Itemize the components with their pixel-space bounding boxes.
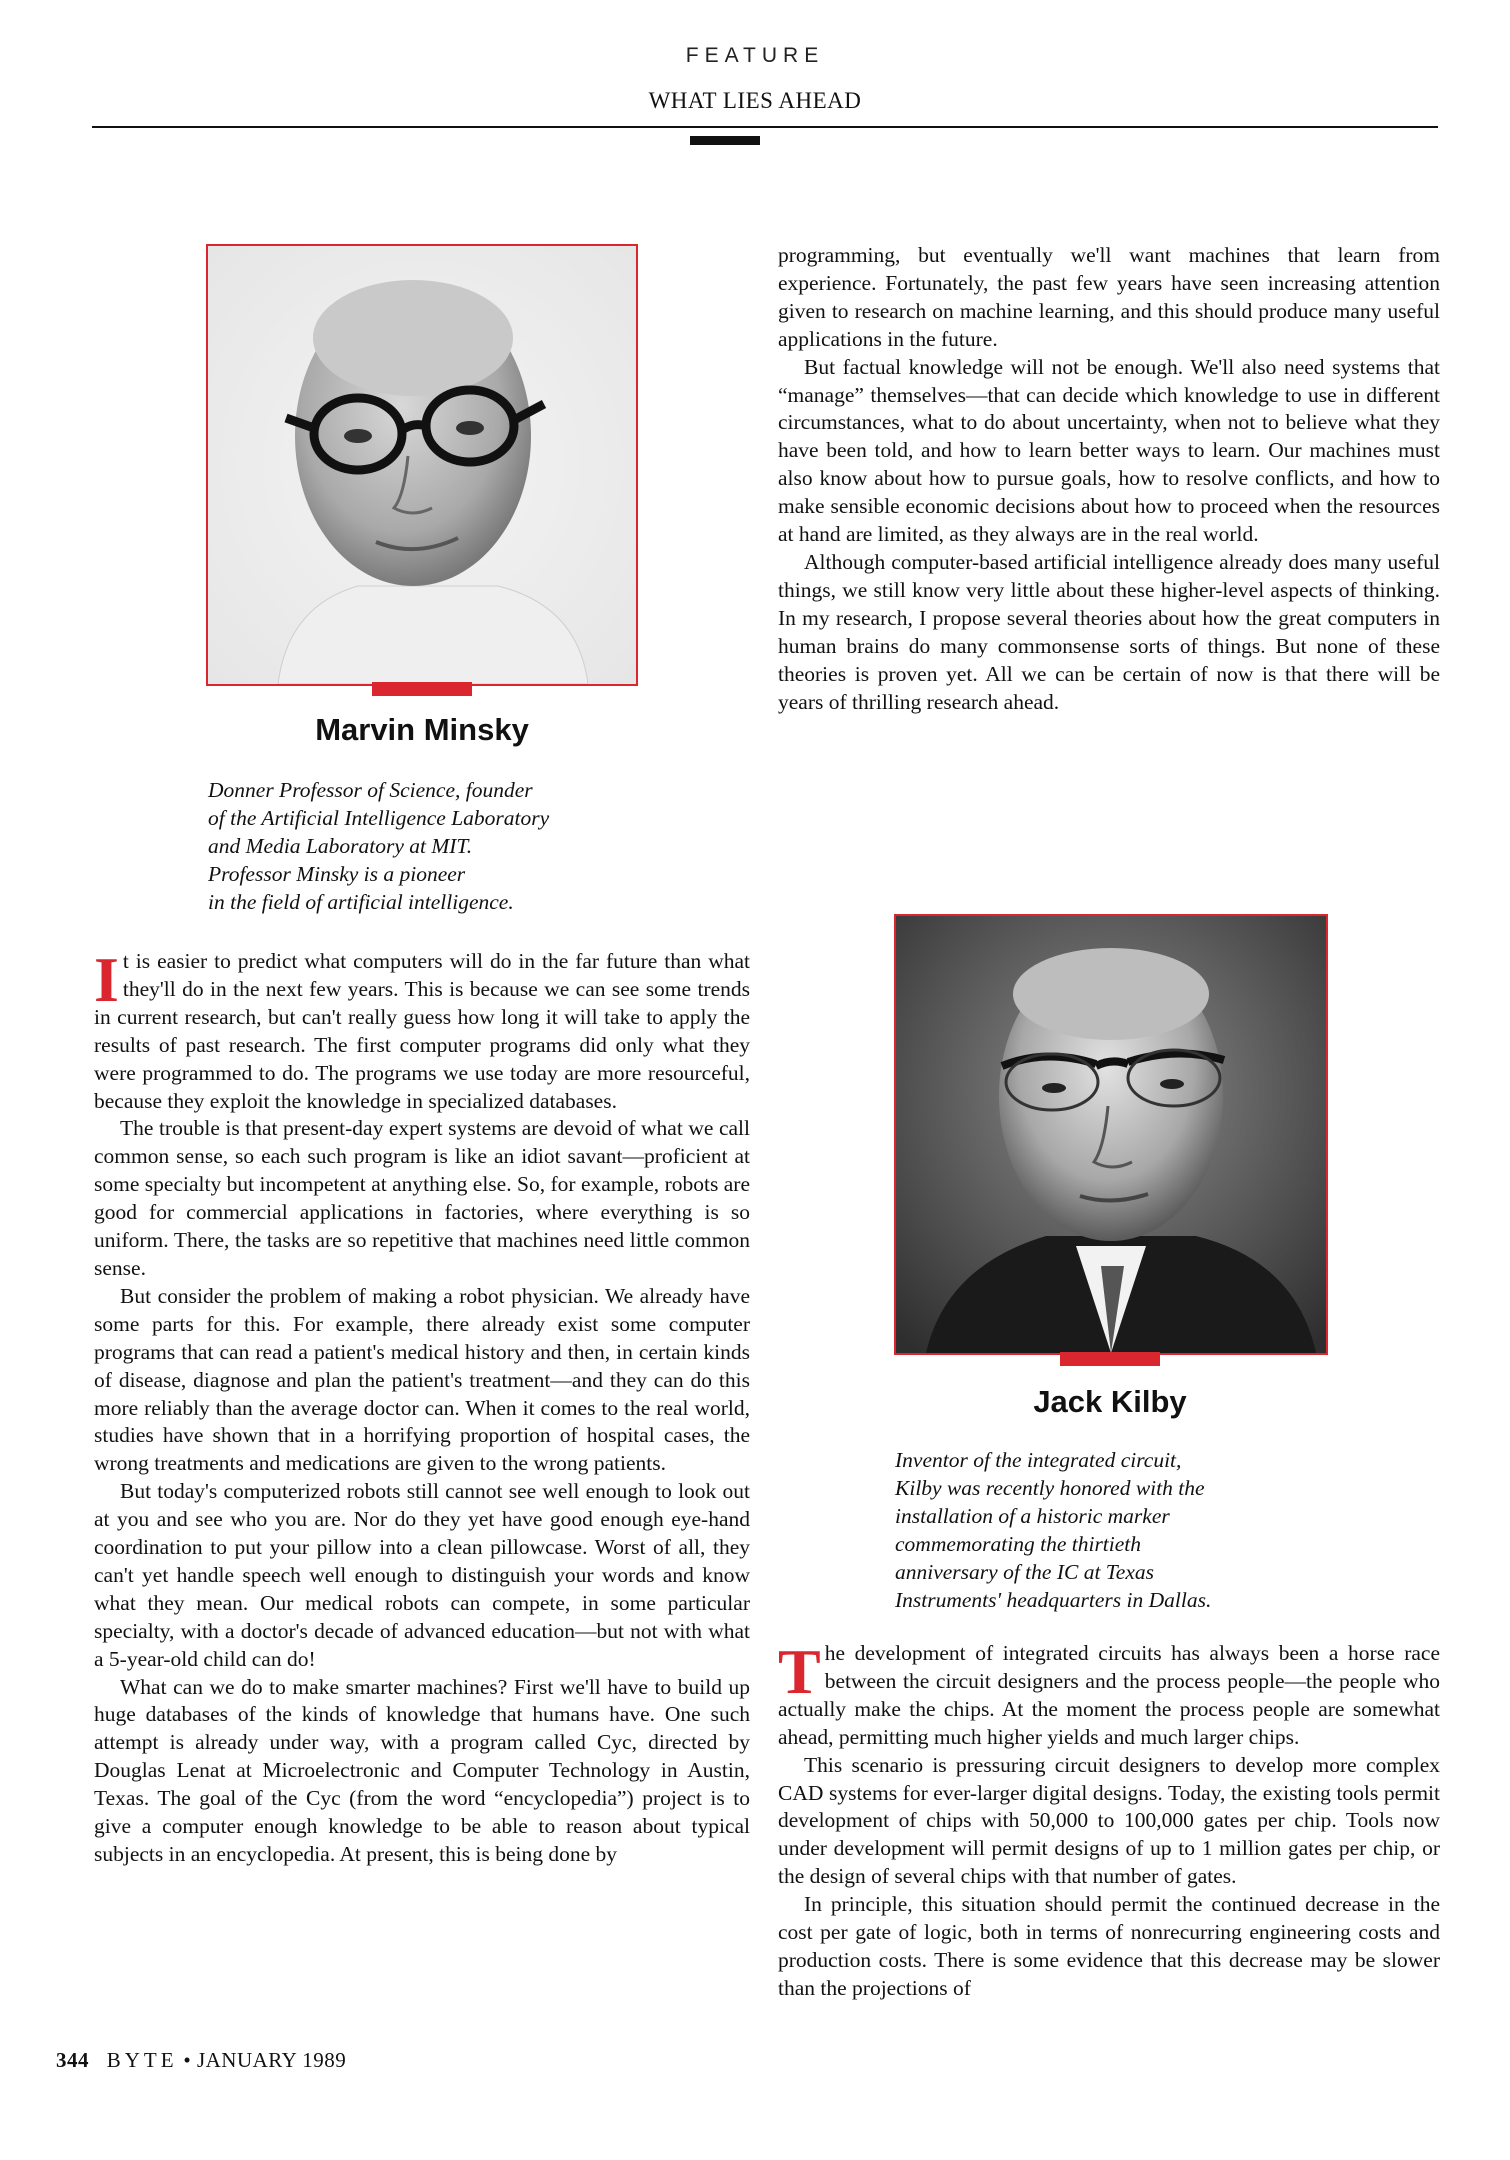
header-rule-bar [690, 136, 760, 145]
folio-separator: • [183, 2048, 192, 2072]
kilby-caption [895, 1446, 1335, 1614]
minsky-dropcap: I [94, 944, 119, 1015]
kilby-caption-line: Kilby was recently honored with the [895, 1476, 1205, 1500]
minsky-essay [94, 944, 750, 1869]
minsky-caption-line: in the field of artificial intelligence. [208, 890, 514, 914]
minsky-paragraph: The trouble is that present-day expert systems are devoid of what we call common sense, so each such program is like an idiot savant—proficient at some specialty but incompetent at anything else. So, for example, robots are good for commercial applications in factories, where everything is so uniform. There, the tasks are so repetitive that machines need little common sense. [94, 1116, 750, 1280]
minsky-paragraph: But factual knowledge will not be enough. We'll also need systems that “manage” themselves—that can decide which knowledge to use in different circumstances, what to do about uncertainty, when not to believe what they have been told, and how to learn better ways to learn. Our machines must also know about how to pursue goals, how to resolve conflicts, and how to make sensible economic decisions about how to proceed when the resources at hand are limited, as they always are in the real world. [778, 354, 1440, 547]
page-number: 344 [56, 2048, 89, 2072]
minsky-name: Marvin Minsky [315, 712, 529, 747]
minsky-paragraph [94, 944, 750, 1115]
kilby-paragraph: This scenario is pressuring circuit designers to develop more complex CAD systems for ever-larger digital designs. Today, the existing tools permit development of chips with 50,000 to 100,000 gates per chip. Tools now under development will permit designs of up to 1 million gates per chip, or the design of several chips with that number of gates. [778, 1752, 1440, 1889]
minsky-paragraph: Although computer-based artificial intelligence already does many useful things, we still know very little about these higher-level aspects of thinking. In my research, I propose several theories about how the great computers in human brains do many commonsense sorts of things. But none of these theories is proven yet. All we can be certain of now is that there will be years of thrilling research ahead. [778, 549, 1440, 714]
minsky-caption-line: of the Artificial Intelligence Laboratory [208, 806, 550, 830]
kilby-portrait-tab [1060, 1352, 1160, 1366]
minsky-caption [208, 776, 648, 916]
feature-kicker: FEATURE [685, 44, 825, 67]
minsky-caption-line: Professor Minsky is a pioneer [208, 862, 466, 886]
kilby-portrait [894, 914, 1328, 1355]
minsky-caption-line: Donner Professor of Science, founder [208, 778, 533, 802]
kilby-caption-line: commemorating the thirtieth [895, 1532, 1142, 1556]
kilby-paragraph [778, 1636, 1440, 1752]
minsky-portrait-image [208, 246, 636, 684]
minsky-paragraph: programming, but eventually we'll want machines that learn from experience. Fortunately, the past few years have seen increasing attention given to research on machine learning, and this should produce many useful applications in the future. [778, 243, 1440, 351]
minsky-portrait-tab [372, 682, 472, 696]
minsky-paragraph: But today's computerized robots still cannot see well enough to look out at you and see who you are. Nor do they yet have good enough eye-hand coordination to put your pillow into a clean pillowcase. Worst of all, they can't yet handle speech well enough to distinguish your words and know what they mean. Our medical robots can compete, in some particular specialty, with a doctor's decade of advanced education—but not with what a 5-year-old child can do! [94, 1479, 750, 1671]
kilby-paragraph-text: he development of integrated circuits has always been a horse race between the circuit designers and the process people—the people who actually make the chips. At the moment the process people are somewhat ahead, permitting much higher yields and much larger chips. [778, 1641, 1440, 1749]
kilby-caption-line: anniversary of the IC at Texas [895, 1560, 1154, 1584]
kilby-paragraph: In principle, this situation should permit the continued decrease in the cost per gate of logic, both in terms of nonrecurring engineering costs and production costs. There is some evidence that this decrease may be slower than the projections of [778, 1892, 1440, 2000]
kilby-essay [778, 1636, 1440, 2003]
issue-date: JANUARY 1989 [196, 2048, 347, 2072]
minsky-paragraph-text: t is easier to predict what computers will do in the far future than what they'll do in the next few years. This is because we can see some trends in current research, but can't really guess how long it will take to apply the results of past research. The first computer programs did only what they were programmed to do. The programs we use today are more resourceful, because they exploit the knowledge in specialized databases. [94, 949, 750, 1113]
section-title: WHAT LIES AHEAD [648, 88, 862, 113]
kilby-caption-line: installation of a historic marker [895, 1504, 1170, 1528]
minsky-paragraph: But consider the problem of making a robot physician. We already have some parts for this. For example, there already exist some computer programs that can read a patient's medical history and then, in certain kinds of disease, diagnose and plan the patient's treatment—and they can do this more reliably than the average doctor can. When it comes to the real world, studies have shown that in a horrifying proportion of hospital cases, the wrong treatments and medications are given to the wrong patients. [94, 1283, 750, 1476]
magazine-name: BYTE [106, 2048, 178, 2072]
minsky-caption-line: and Media Laboratory at MIT. [208, 834, 473, 858]
kilby-caption-line: Instruments' headquarters in Dallas. [895, 1588, 1212, 1612]
page-folio [56, 2048, 346, 2073]
minsky-paragraph: What can we do to make smarter machines? First we'll have to build up huge databases of the kinds of knowledge that humans have. One such attempt is already under way, with a program called Cyc, directed by Douglas Lenat at Microelectronic and Computer Technology in Austin, Texas. The goal of the Cyc (from the word “encyclopedia”) project is to give a computer enough knowledge to be able to reason about typical subjects in an encyclopedia. At present, this is being done by [94, 1674, 750, 1866]
header-rule [92, 126, 1438, 128]
minsky-essay-continued [778, 242, 1440, 716]
kilby-dropcap: T [778, 1636, 821, 1707]
kilby-portrait-image [896, 916, 1326, 1353]
minsky-portrait [206, 244, 638, 686]
kilby-name: Jack Kilby [1033, 1384, 1187, 1419]
kilby-caption-line: Inventor of the integrated circuit, [895, 1448, 1182, 1472]
